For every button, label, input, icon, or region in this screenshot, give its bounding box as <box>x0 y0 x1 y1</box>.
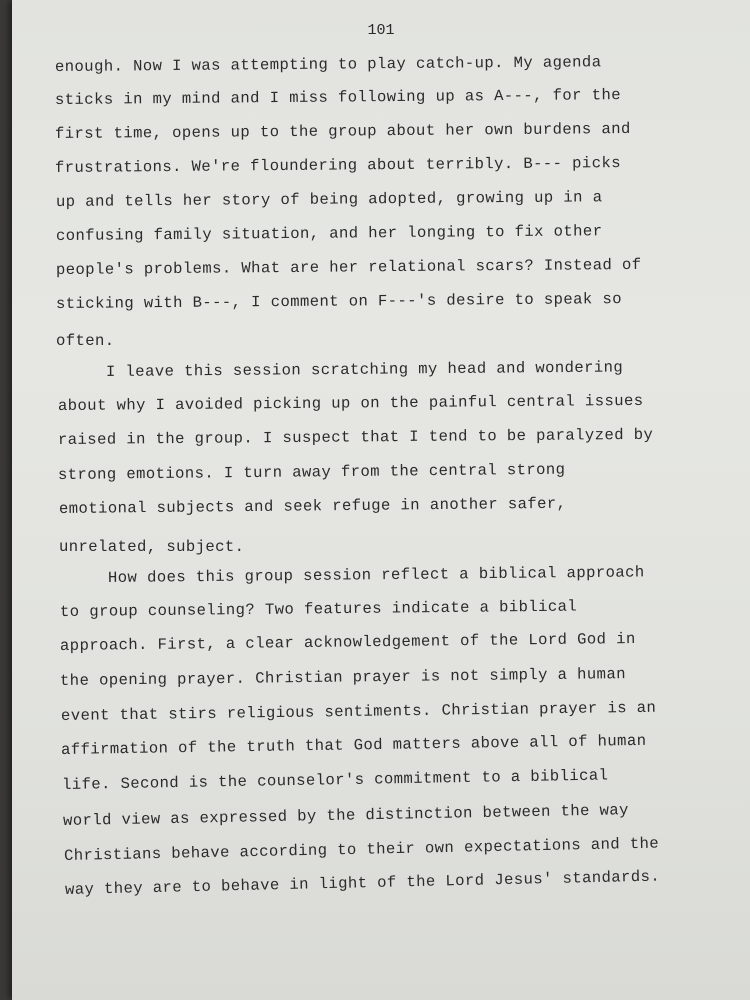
body-text <box>12 0 750 1000</box>
text-line: confusing family situation, and her longing to fix other <box>55 222 603 245</box>
text-line: life. Second is the counselor's commitment to a biblical <box>61 766 609 794</box>
text-line: event that stirs religious sentiments. Christian prayer is an <box>60 698 657 725</box>
text-line: world view as expressed by the distinction between the way <box>62 801 630 830</box>
document-page <box>12 0 750 1000</box>
text-line: affirmation of the truth that God matters above all of human <box>60 731 647 759</box>
text-line: unrelated, subject. <box>59 538 245 556</box>
text-line: about why I avoided picking up on the painful central issues <box>57 391 644 415</box>
text-line: frustrations. We're floundering about terribly. B--- picks <box>54 154 622 177</box>
text-line: How does this group session reflect a biblical approach <box>107 563 645 587</box>
text-line: I leave this session scratching my head and wondering <box>105 358 624 381</box>
text-line: up and tells her story of being adopted, growing up in a <box>55 188 603 211</box>
text-line: enough. Now I was attempting to play catch-up. My agenda <box>54 53 602 76</box>
text-line: Christians behave according to their own expectations and the <box>63 834 660 865</box>
text-line: often. <box>56 332 115 350</box>
text-line: the opening prayer. Christian prayer is not simply a human <box>59 665 627 690</box>
text-line: sticks in my mind and I miss following up as A---, for the <box>54 86 622 109</box>
text-line: first time, opens up to the group about her own burdens and <box>54 119 631 143</box>
page-number: 101 <box>367 22 395 39</box>
text-line: sticking with B---, I comment on F---'s desire to speak so <box>55 290 623 313</box>
text-line: to group counseling? Two features indicate a biblical <box>59 597 578 621</box>
text-line: emotional subjects and seek refuge in another safer, <box>58 494 567 518</box>
text-line: raised in the group. I suspect that I tend to be paralyzed by <box>57 425 654 449</box>
text-line: strong emotions. I turn away from the central strong <box>57 460 566 484</box>
text-line: people's problems. What are her relational scars? Instead of <box>55 255 642 279</box>
text-line: approach. First, a clear acknowledgement of the Lord God in <box>59 629 636 655</box>
text-line: way they are to behave in light of the Lord Jesus' standards. <box>64 867 661 899</box>
